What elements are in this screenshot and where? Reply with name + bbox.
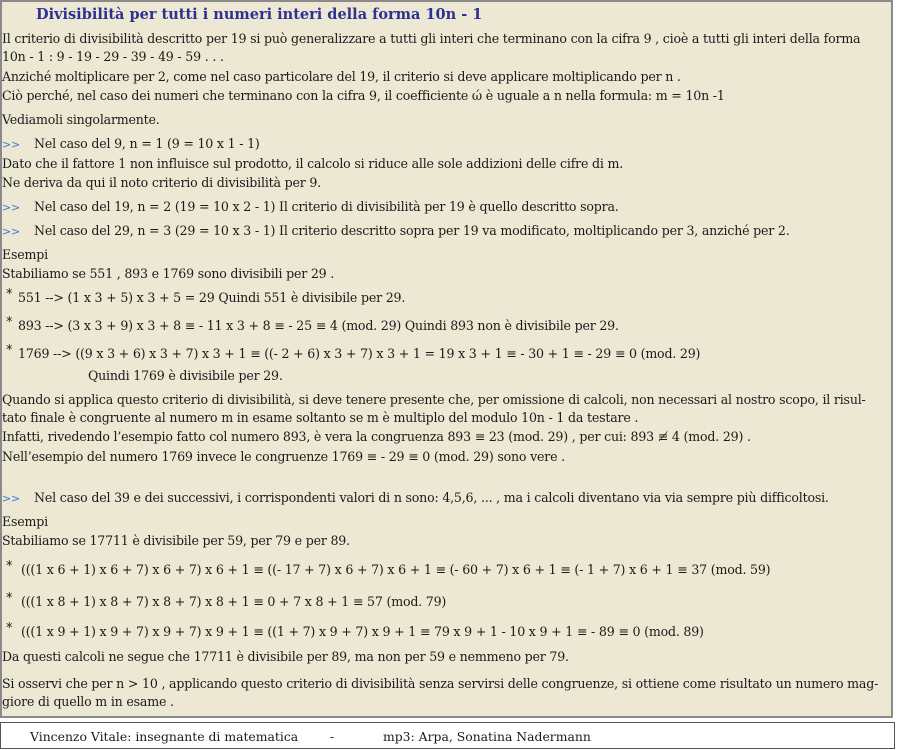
case-item xyxy=(2,136,260,153)
paragraph-line: Dato che il fattore 1 non influisce sul prodotto, il calcolo si riduce alle sole addizioni delle cifre di m. xyxy=(2,156,624,171)
paragraph-line: Quando si applica questo criterio di divisibilità, si deve tenere presente che, per omissione di calcoli, non necessari al nostro scopo, il risul- xyxy=(2,392,866,407)
example-line: (((1 x 8 + 1) x 8 + 7) x 8 + 7) x 8 + 1 ≡ 0 + 7 x 8 + 1 ≡ 57 (mod. 79) xyxy=(21,594,447,609)
case-item xyxy=(2,490,829,507)
paragraph-line: Vediamoli singolarmente. xyxy=(2,112,160,127)
example-line: 551 --> (1 x 3 + 5) x 3 + 5 = 29 Quindi 551 è divisibile per 29. xyxy=(18,290,406,305)
section-heading: Esempi xyxy=(2,247,48,262)
paragraph-line: Nell’esempio del numero 1769 invece le congruenze 1769 ≡ - 29 ≡ 0 (mod. 29) sono vere . xyxy=(2,449,565,464)
asterisk-bullet-icon: * xyxy=(6,559,13,574)
asterisk-bullet-icon: * xyxy=(6,287,13,302)
chevron-bullet-icon: >> xyxy=(2,225,21,238)
case-item xyxy=(2,199,619,216)
example-line: 1769 --> ((9 x 3 + 6) x 3 + 7) x 3 + 1 ≡ ((- 2 + 6) x 3 + 7) x 3 + 1 = 19 x 3 + 1 ≡ - 30 + 1 ≡ - 29 ≡ 0 (mod. 29) xyxy=(18,346,701,361)
footer-author: Vincenzo Vitale: insegnante di matematica xyxy=(30,729,299,744)
case-item xyxy=(2,223,790,240)
paragraph-line: Da questi calcoli ne segue che 17711 è divisibile per 89, ma non per 59 e nemmeno per 79. xyxy=(2,649,569,664)
paragraph-line: Il criterio di divisibilità descritto per 19 si può generalizzare a tutti gli interi che terminano con la cifra 9 , cioè a tutti gli interi della forma xyxy=(2,31,861,46)
chevron-bullet-icon: >> xyxy=(2,201,21,214)
example-line: (((1 x 9 + 1) x 9 + 7) x 9 + 7) x 9 + 1 ≡ ((1 + 7) x 9 + 7) x 9 + 1 ≡ 79 x 9 + 1 - 10 x 9 + 1 ≡ - 89 ≡ 0 (mod. 89) xyxy=(21,624,704,639)
asterisk-bullet-icon: * xyxy=(6,621,13,636)
footer-separator: - xyxy=(330,729,335,744)
paragraph-line: Si osservi che per n > 10 , applicando questo criterio di divisibilità senza servirsi delle congruenze, si ottiene come risultato un numero mag- xyxy=(2,676,879,691)
asterisk-bullet-icon: * xyxy=(6,315,13,330)
asterisk-bullet-icon: * xyxy=(6,343,13,358)
paragraph-line: Stabiliamo se 551 , 893 e 1769 sono divisibili per 29 . xyxy=(2,266,335,281)
chevron-bullet-icon: >> xyxy=(2,138,21,151)
paragraph-line: giore di quello m in esame . xyxy=(2,694,174,709)
example-conclusion: Quindi 1769 è divisibile per 29. xyxy=(88,368,283,383)
case-text: Nel caso del 29, n = 3 (29 = 10 x 3 - 1) Il criterio descritto sopra per 19 va modificato, moltiplicando per 3, anziché per 2. xyxy=(34,223,790,238)
case-text: Nel caso del 9, n = 1 (9 = 10 x 1 - 1) xyxy=(34,136,260,151)
paragraph-line: Anziché moltiplicare per 2, come nel caso particolare del 19, il criterio si deve applicare moltiplicando per n . xyxy=(2,69,681,84)
section-heading: Esempi xyxy=(2,514,48,529)
footer-bar xyxy=(0,722,895,749)
asterisk-bullet-icon: * xyxy=(6,591,13,606)
paragraph-line: Infatti, rivedendo l’esempio fatto col numero 893, è vera la congruenza 893 ≡ 23 (mod. 29) , per cui: 893 ≢ 4 (mod. 29) . xyxy=(2,429,751,444)
paragraph-line: Ne deriva da qui il noto criterio di divisibilità per 9. xyxy=(2,175,321,190)
paragraph-line: 10n - 1 : 9 - 19 - 29 - 39 - 49 - 59 . . . xyxy=(2,49,224,64)
example-line: 893 --> (3 x 3 + 9) x 3 + 8 ≡ - 11 x 3 + 8 ≡ - 25 ≡ 4 (mod. 29) Quindi 893 non è divisibile per 29. xyxy=(18,318,619,333)
paragraph-line: tato finale è congruente al numero m in esame soltanto se m è multiplo del modulo 10n - 1 da testare . xyxy=(2,410,639,425)
footer-music-link[interactable]: mp3: Arpa, Sonatina Nadermann xyxy=(383,729,591,744)
case-text: Nel caso del 19, n = 2 (19 = 10 x 2 - 1) Il criterio di divisibilità per 19 è quello descritto sopra. xyxy=(34,199,619,214)
case-text: Nel caso del 39 e dei successivi, i corrispondenti valori di n sono: 4,5,6, ... , ma i calcoli diventano via via sempre più difficoltosi. xyxy=(34,490,829,505)
example-line: (((1 x 6 + 1) x 6 + 7) x 6 + 7) x 6 + 1 ≡ ((- 17 + 7) x 6 + 7) x 6 + 1 ≡ (- 60 + 7) x 6 + 1 ≡ (- 1 + 7) x 6 + 1 ≡ 37 (mod. 59) xyxy=(21,562,771,577)
chevron-bullet-icon: >> xyxy=(2,492,21,505)
paragraph-line: Stabiliamo se 17711 è divisibile per 59, per 79 e per 89. xyxy=(2,533,350,548)
page-title: Divisibilità per tutti i numeri interi della forma 10n - 1 xyxy=(36,6,483,23)
paragraph-line: Ciò perché, nel caso dei numeri che terminano con la cifra 9, il coefficiente ώ è uguale a n nella formula: m = 10n -1 xyxy=(2,88,725,103)
